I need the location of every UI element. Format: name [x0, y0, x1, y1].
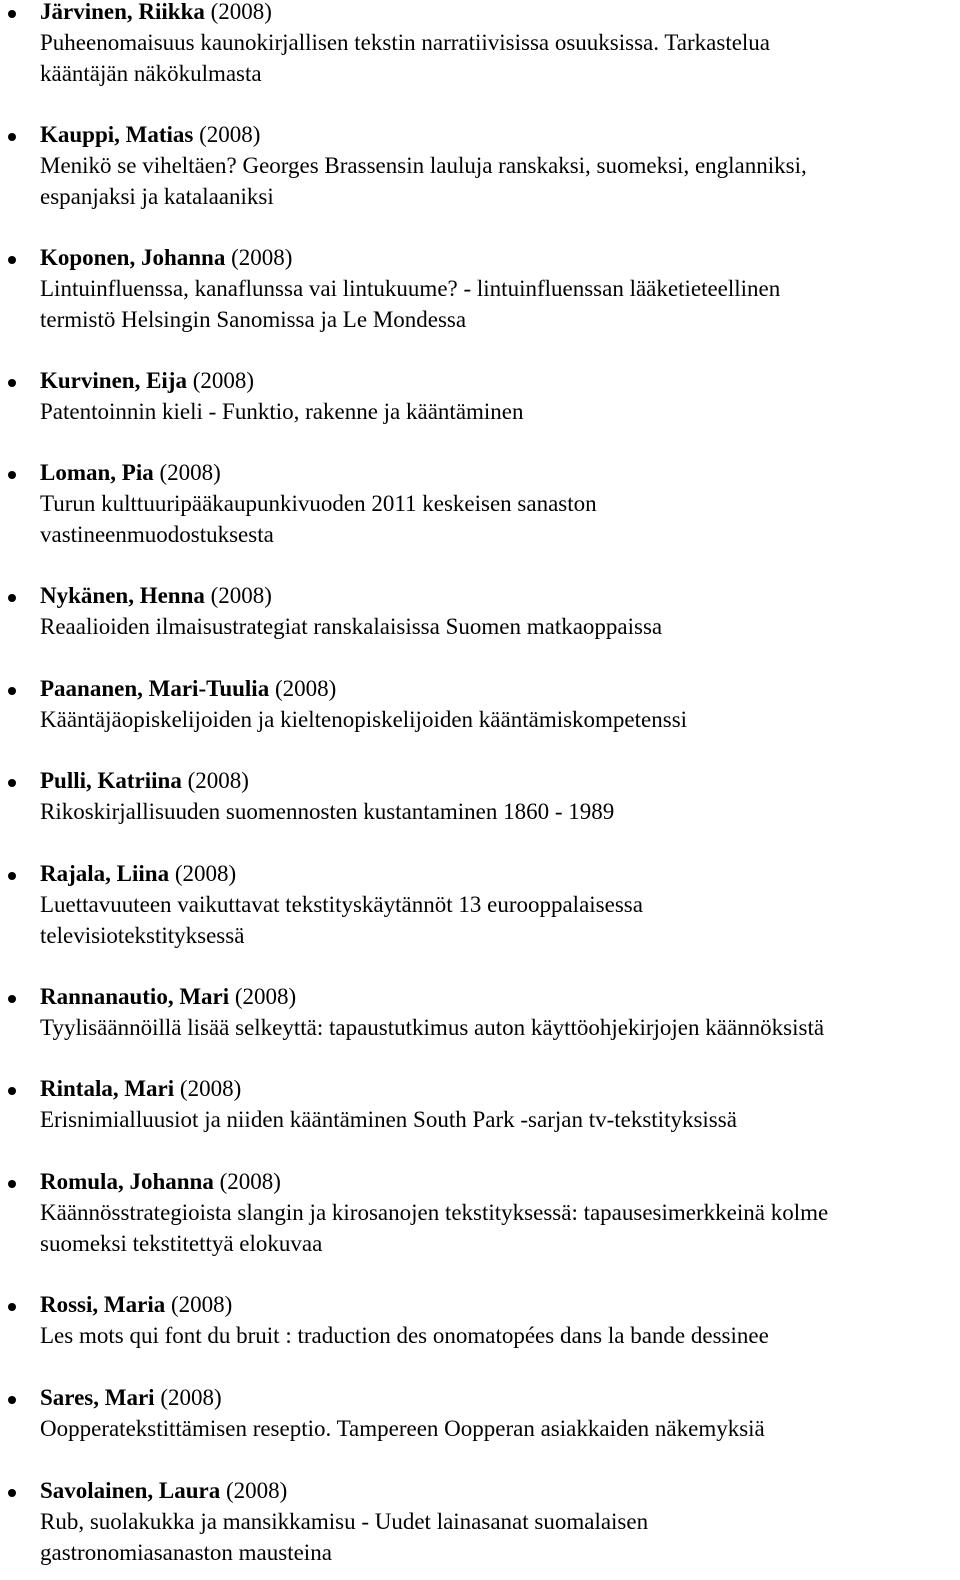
entry-year: (2008) — [186, 368, 255, 393]
bullet-icon — [8, 379, 16, 387]
entry-title-line: Lintuinfluenssa, kanaflunssa vai lintukuume? - lintuinfluenssan lääketieteellinen — [40, 276, 781, 301]
entry-year: (2008) — [193, 122, 261, 147]
entry-title-line: Erisnimialluusiot ja niiden kääntäminen South Park -sarjan tv-tekstityksissä — [40, 1107, 737, 1132]
entry-title-line: suomeksi tekstitettyä elokuvaa — [40, 1231, 323, 1256]
entry-title-line: gastronomiasanaston mausteina — [40, 1540, 332, 1565]
bullet-icon — [8, 133, 16, 141]
author-name: Loman, Pia — [40, 460, 154, 485]
entry-heading — [40, 765, 249, 796]
entry-year: (2008) — [204, 583, 272, 608]
author-name: Sares, Mari — [40, 1385, 155, 1410]
entry-heading — [40, 1382, 222, 1413]
author-name: Savolainen, Laura — [40, 1478, 221, 1503]
entry-heading — [40, 119, 260, 150]
author-name: Rannanautio, Mari — [40, 984, 230, 1009]
entry-heading — [40, 1289, 232, 1320]
author-name: Järvinen, Riikka — [40, 0, 205, 24]
bullet-icon — [8, 1489, 16, 1497]
entry-year: (2008) — [269, 676, 337, 701]
entry-heading — [40, 858, 236, 889]
entry-title-line: Rikoskirjallisuuden suomennosten kustantaminen 1860 - 1989 — [40, 799, 615, 824]
bullet-icon — [8, 779, 16, 787]
author-name: Nykänen, Henna — [40, 583, 205, 608]
bullet-icon — [8, 471, 16, 479]
entry-year: (2008) — [213, 1169, 281, 1194]
entry-year: (2008) — [153, 460, 221, 485]
bullet-icon — [8, 1087, 16, 1095]
entry-title-line: Reaalioiden ilmaisustrategiat ranskalaisissa Suomen matkaoppaissa — [40, 614, 663, 639]
entry-heading — [40, 1073, 241, 1104]
entry-heading — [40, 457, 221, 488]
entry-title-line: termistö Helsingin Sanomissa ja Le Mondessa — [40, 307, 467, 332]
entry-heading — [40, 1475, 287, 1506]
entry-title-line: televisiotekstityksessä — [40, 923, 245, 948]
bullet-icon — [8, 1180, 16, 1188]
bullet-icon — [8, 1303, 16, 1311]
entry-title-line: Patentoinnin kieli - Funktio, rakenne ja kääntäminen — [40, 399, 524, 424]
entry-year: (2008) — [169, 861, 237, 886]
entry-year: (2008) — [229, 984, 297, 1009]
bullet-icon — [8, 872, 16, 880]
bullet-icon — [8, 256, 16, 264]
bullet-icon — [8, 10, 16, 18]
author-name: Paananen, Mari-Tuulia — [40, 676, 270, 701]
bullet-icon — [8, 995, 16, 1003]
entry-year: (2008) — [165, 1292, 233, 1317]
entry-heading — [40, 673, 336, 704]
author-name: Rintala, Mari — [40, 1076, 175, 1101]
author-name: Koponen, Johanna — [40, 245, 226, 270]
entry-heading — [40, 981, 296, 1012]
entry-title-line: Kääntäjäopiskelijoiden ja kieltenopiskelijoiden kääntämiskompetenssi — [40, 707, 688, 732]
bullet-icon — [8, 594, 16, 602]
entry-year: (2008) — [220, 1478, 288, 1503]
entry-year: (2008) — [154, 1385, 222, 1410]
entry-title-line: espanjaksi ja katalaaniksi — [40, 184, 274, 209]
entry-title-line: vastineenmuodostuksesta — [40, 522, 274, 547]
entry-title-line: Rub, suolakukka ja mansikkamisu - Uudet lainasanat suomalaisen — [40, 1509, 649, 1534]
entry-heading — [40, 580, 272, 611]
entry-heading — [40, 242, 292, 273]
entry-title-line: kääntäjän näkökulmasta — [40, 61, 262, 86]
entry-title-line: Puheenomaisuus kaunokirjallisen tekstin narratiivisissa osuuksissa. Tarkastelua — [40, 30, 771, 55]
entry-title-line: Menikö se viheltäen? Georges Brassensin lauluja ranskaksi, suomeksi, englanniksi, — [40, 153, 807, 178]
entry-year: (2008) — [225, 245, 293, 270]
author-name: Kurvinen, Eija — [40, 368, 187, 393]
entry-title-line: Luettavuuteen vaikuttavat tekstityskäytännöt 13 eurooppalaisessa — [40, 892, 643, 917]
author-name: Pulli, Katriina — [40, 768, 182, 793]
entry-title-line: Les mots qui font du bruit : traduction des onomatopées dans la bande dessinee — [40, 1323, 769, 1348]
entry-heading — [40, 1166, 281, 1197]
entry-title-line: Oopperatekstittämisen reseptio. Tampereen Oopperan asiakkaiden näkemyksiä — [40, 1416, 765, 1441]
entry-heading — [40, 365, 254, 396]
author-name: Kauppi, Matias — [40, 122, 194, 147]
author-name: Rajala, Liina — [40, 861, 170, 886]
entry-year: (2008) — [204, 0, 272, 24]
entry-heading — [40, 0, 272, 27]
entry-title-line: Turun kulttuuripääkaupunkivuoden 2011 keskeisen sanaston — [40, 491, 597, 516]
entry-year: (2008) — [181, 768, 249, 793]
entry-title-line: Käännösstrategioista slangin ja kirosanojen tekstityksessä: tapausesimerkkeinä kolme — [40, 1200, 829, 1225]
author-name: Romula, Johanna — [40, 1169, 214, 1194]
bullet-icon — [8, 1396, 16, 1404]
author-name: Rossi, Maria — [40, 1292, 166, 1317]
entry-title-line: Tyylisäännöillä lisää selkeyttä: tapaustutkimus auton käyttöohjekirjojen käännöksistä — [40, 1015, 825, 1040]
entry-year: (2008) — [174, 1076, 242, 1101]
bullet-icon — [8, 687, 16, 695]
